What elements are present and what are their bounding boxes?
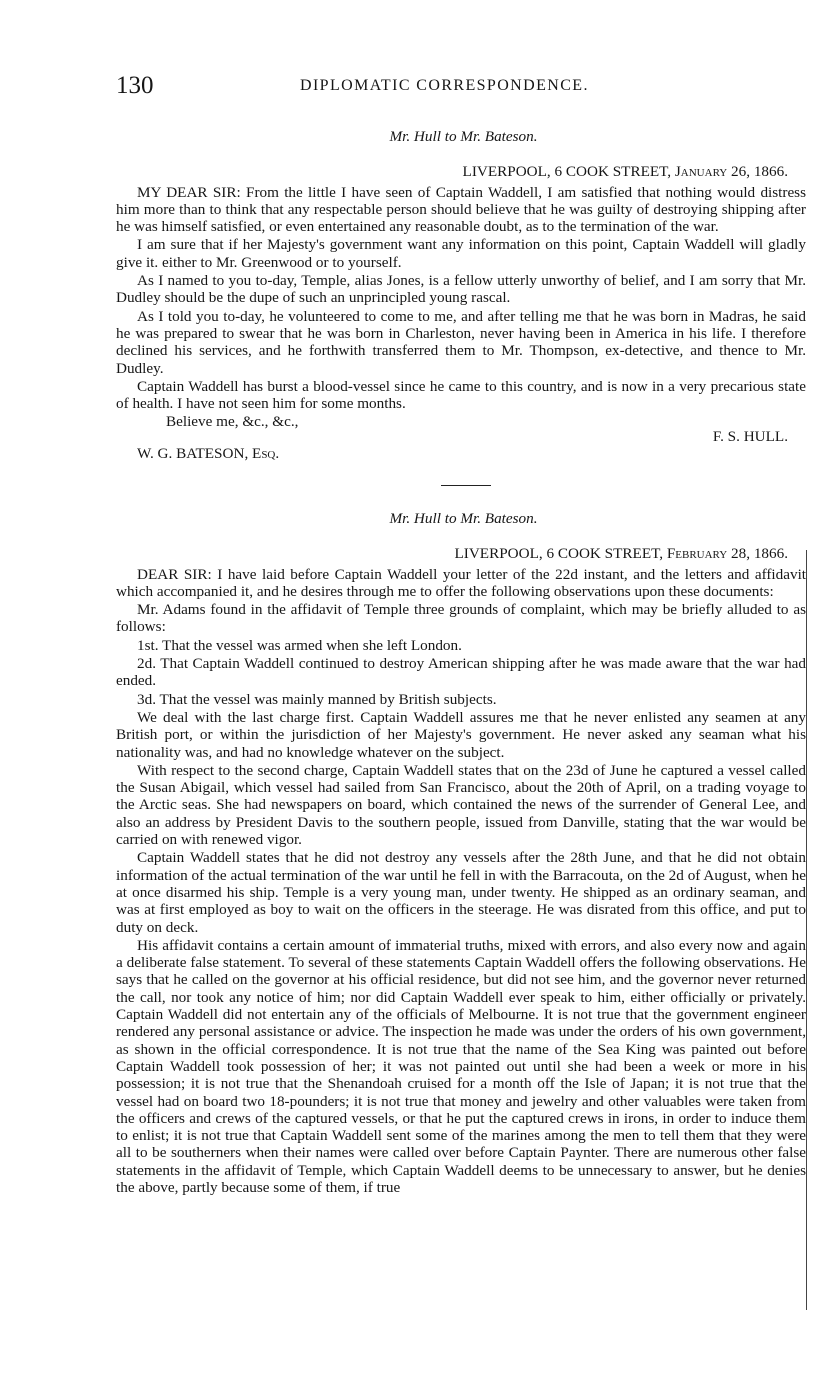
page-number: 130	[116, 72, 154, 99]
list-item: 3d. That the vessel was mainly manned by British subjects.	[137, 690, 497, 708]
salutation: MY DEAR SIR:	[137, 183, 241, 201]
letter-title: Mr. Hull to Mr. Bateson.	[389, 128, 538, 145]
paragraph: I am sure that if her Majesty's government want any information on this point, Captain Waddell will gladly give it. either to Mr. Greenwood or to yourself.	[116, 236, 806, 271]
paragraph: With respect to the second charge, Captain Waddell states that on the 23d of June he captured a vessel called the Susan Abigail, which vessel had sailed from San Francisco, about the 20th of April, on a trading voyage to the Arctic seas. She had newspapers on board, which contained the news of the surrender of General Lee, and also an address by President Davis to the southern people, issued from Danville, stating that the war would be carried on with renewed vigor.	[116, 761, 806, 849]
running-title: DIPLOMATIC CORRESPONDENCE.	[300, 77, 589, 94]
paragraph-text: I have laid before Captain Waddell your letter of the 22d instant, and the letters and affidavit which accompanied it, and he desires through me to offer the following observations upon these documents:	[116, 565, 807, 600]
paragraph: We deal with the last charge first. Captain Waddell assures me that he never enlisted any seamen at any British port, or within the jurisdiction of her Majesty's government. He never asked any seaman what his nationality was, and had no knowledge whatever on the subject.	[116, 708, 806, 761]
letter-january	[116, 128, 806, 478]
page-header	[116, 72, 806, 100]
closing: Believe me, &c., &c.,	[166, 413, 299, 431]
paragraph-text: From the little I have seen of Captain Waddell, I am satisfied that nothing would distress him more than to think that any respectable person should believe that he was guilty of destroying shipping after he was himself satisfied, or even entertained any reasonable doubt, as to the termination of the war.	[116, 183, 807, 236]
signature: F. S. HULL.	[712, 427, 788, 445]
dateline: LIVERPOOL, 6 COOK STREET, January 26, 1866.	[462, 163, 788, 181]
list-item: 2d. That Captain Waddell continued to destroy American shipping after he was made aware that the war had ended.	[116, 655, 806, 690]
list-item: 1st. That the vessel was armed when she left London.	[137, 636, 462, 654]
addressee: W. G. BATESON, Esq.	[137, 445, 280, 463]
paragraph: Mr. Adams found in the affidavit of Temple three grounds of complaint, which may be briefly alluded to as follows:	[116, 601, 806, 636]
salutation: DEAR SIR:	[137, 565, 212, 583]
paragraph: Captain Waddell has burst a blood-vessel since he came to this country, and is now in a very precarious state of health. I have not seen him for some months.	[116, 377, 806, 413]
paragraph	[116, 566, 806, 601]
paragraph	[116, 184, 806, 236]
paragraph: As I told you to-day, he volunteered to come to me, and after telling me that he was born in Madras, he said he was prepared to swear that he was born in Charleston, never having been in America in his life. I therefore declined his services, and he forthwith transferred them to Mr. Thompson, ex-detective, and thence to Mr. Dudley.	[116, 307, 806, 377]
section-divider	[441, 485, 491, 486]
dateline: LIVERPOOL, 6 COOK STREET, February 28, 1866.	[454, 545, 788, 563]
paragraph: As I named to you to-day, Temple, alias Jones, is a fellow utterly unworthy of belief, and I am sorry that Mr. Dudley should be the dupe of such an unprincipled young rascal.	[116, 272, 806, 307]
paragraph: His affidavit contains a certain amount of immaterial truths, mixed with errors, and also every now and again a deliberate false statement. To several of these statements Captain Waddell offers the following observations. He says that he called on the governor at his official residence, but did not see him, and the governor never returned the call, nor took any notice of him; nor did Captain Waddell ever speak to him, either officially or privately. Captain Waddell did not entertain any of the officials of Melbourne. It is not true that the government engineer rendered any personal assistance or advice. The inspection he made was under the orders of his own government, as shown in the official correspondence. It is not true that the name of the Sea King was painted out before Captain Waddell took possession of her; it was not painted out until she had been a week or more in his possession; it is not true that the Shenandoah cruised for a month off the Isle of Japan; it is not true that the vessel had on board two 18-pounders; it is not true that money and jewelry and other valuables were taken from the officers and crews of the captured vessels, or that he put the captured crews in irons, in order to induce them to enlist; it is not true that Captain Waddell sent some of the marines among the men to tell them that they were all to be southerners when their names were called over before Captain Paynter. There are numerous other false statements in the affidavit of Temple, which Captain Waddell deems to be unnecessary to answer, but he denies the above, partly because some of them, if true	[116, 936, 806, 1196]
paragraph: Captain Waddell states that he did not destroy any vessels after the 28th June, and that he did not obtain information of the actual termination of the war until he fell in with the Barracouta, on the 2d of August, when he at once disarmed his ship. Temple is a very young man, under twenty. He shipped as an ordinary seaman, and was at first employed as boy to wait on the officers in the steerage. He was disrated from this office, and put to duty on deck.	[116, 849, 806, 936]
letter-title: Mr. Hull to Mr. Bateson.	[389, 510, 538, 527]
letter-february	[116, 510, 806, 1197]
scan-edge-line	[806, 550, 807, 1310]
